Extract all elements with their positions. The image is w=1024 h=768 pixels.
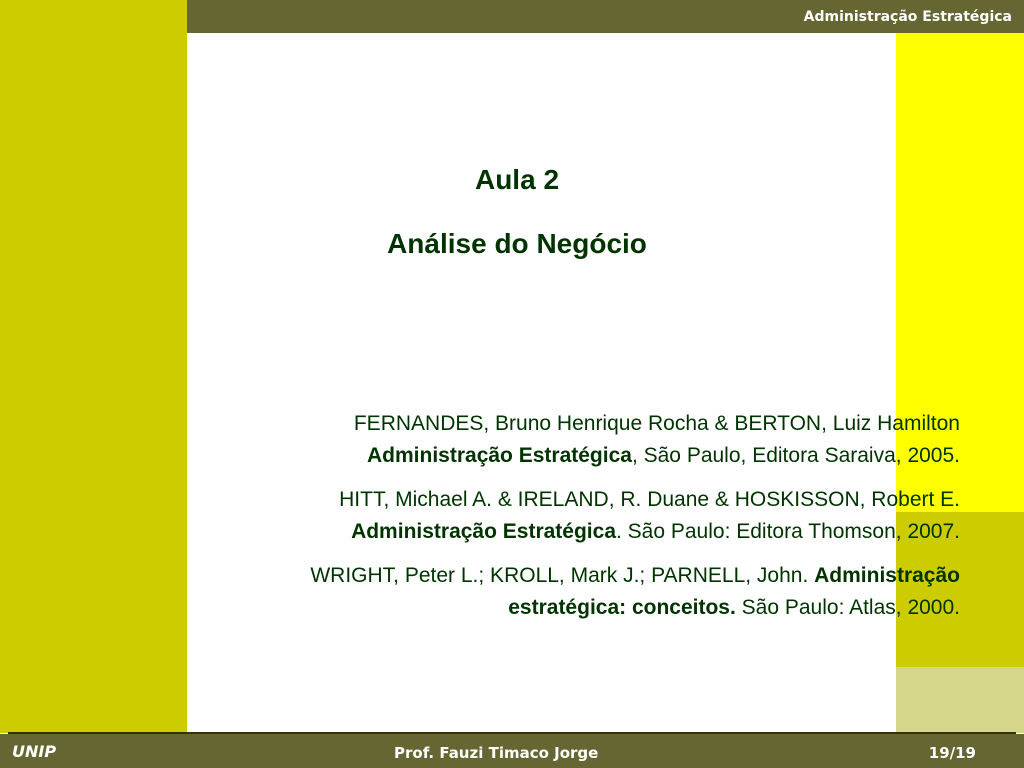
reference-title: Administração Estratégica (367, 444, 632, 467)
reference-item (160, 484, 960, 548)
reference-title: Administração (814, 564, 960, 587)
reference-authors: FERNANDES, Bruno Henrique Rocha & BERTON, Luiz Hamilton (353, 412, 960, 435)
reference-title-continued: estratégica: conceitos. (508, 596, 736, 619)
reference-authors: HITT, Michael A. & IRELAND, R. Duane & HOSKISSON, Robert E. (339, 488, 960, 511)
footer-bar (0, 734, 1024, 768)
slide-subtitle: Análise do Negócio (387, 228, 647, 259)
header-bar (187, 0, 1024, 33)
reference-publisher: , São Paulo, Editora Saraiva, 2005. (631, 444, 960, 467)
reference-title: Administração Estratégica (351, 520, 616, 543)
reference-item (160, 408, 960, 472)
left-decorative-column (0, 0, 187, 733)
reference-item (160, 560, 960, 624)
reference-publisher: São Paulo: Atlas, 2000. (735, 596, 960, 619)
footer-author: Prof. Fauzi Timaco Jorge (394, 744, 599, 762)
slide-title: Aula 2 (474, 164, 560, 195)
references (160, 408, 960, 636)
right-decorative-block-khaki (896, 667, 1024, 733)
reference-publisher: . São Paulo: Editora Thomson, 2007. (616, 520, 960, 543)
reference-authors: WRIGHT, Peter L.; KROLL, Mark J.; PARNELL, John. (310, 564, 815, 587)
header-title: Administração Estratégica (803, 9, 1012, 25)
footer-brand: UNIP (12, 742, 57, 761)
page-number: 19/19 (928, 744, 976, 762)
